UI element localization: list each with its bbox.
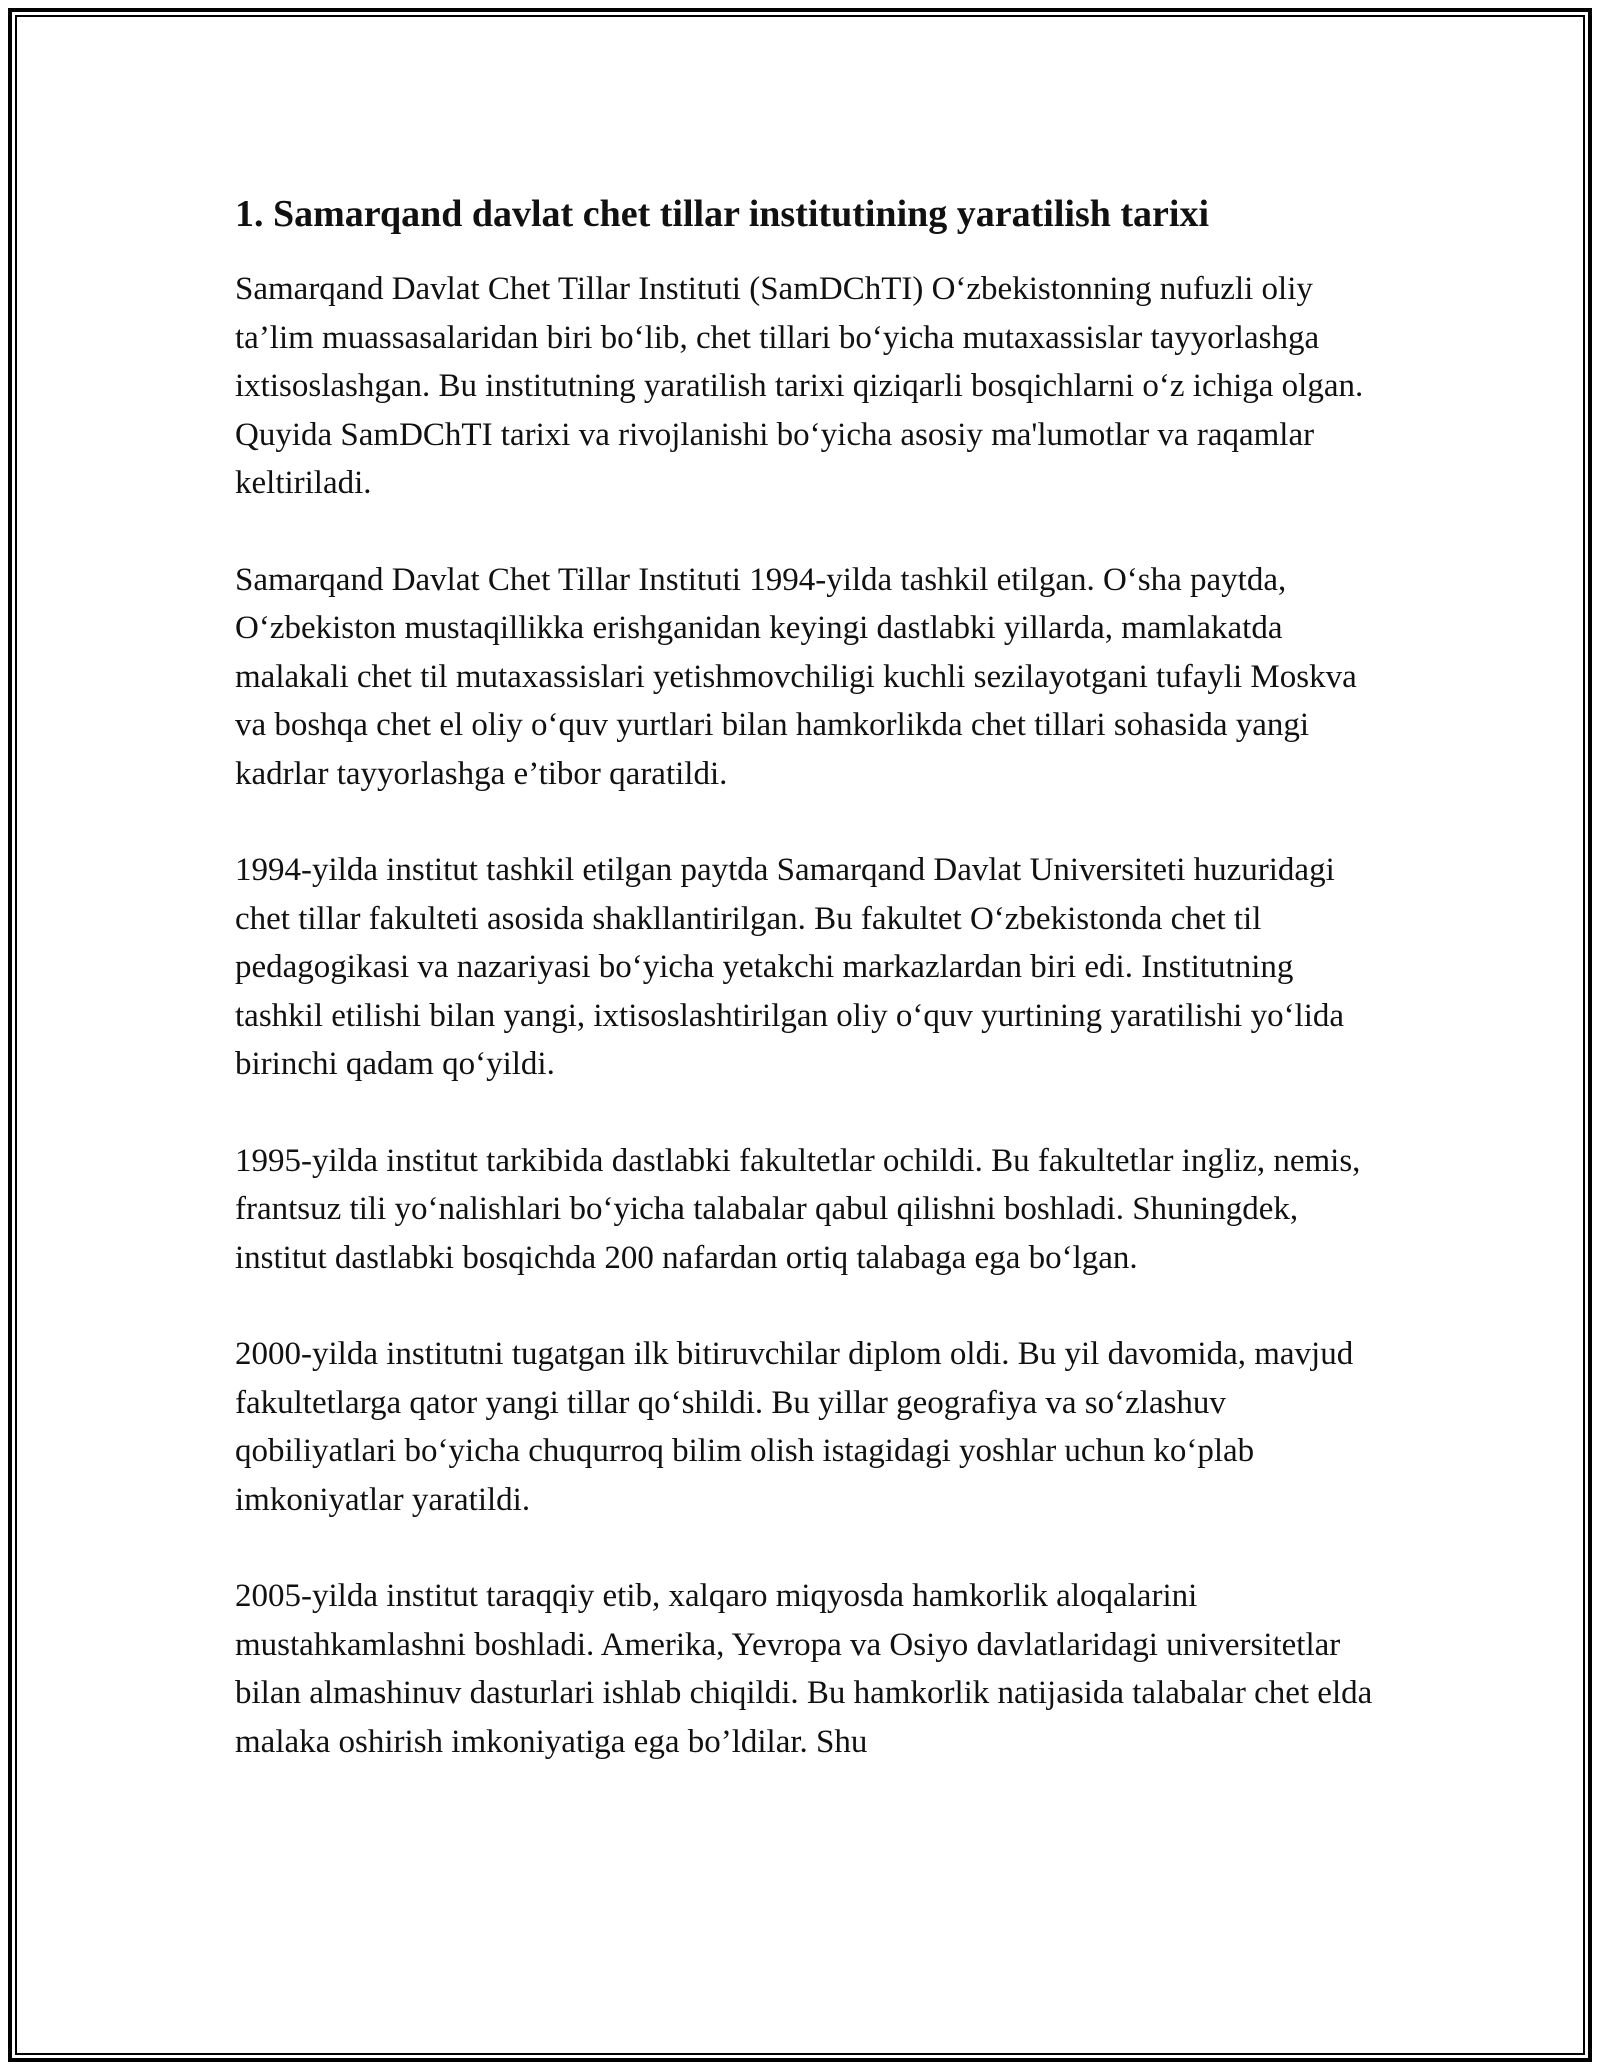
paragraph-2000: 2000-yilda institutni tugatgan ilk bitiruvchilar diplom oldi. Bu yil davomida, mavjud fakultetlarga qator yangi tillar qo‘shildi. Bu yillar geografiya va so‘zlashuv qobiliyatlari bo‘yicha chuqurroq bilim olish istagidagi yoshlar uchun ko‘plab imkoniyatlar yaratildi. xyxy=(235,1336,1354,1518)
section-heading: 1. Samarqand davlat chet tillar institutining yaratilish tarixi xyxy=(235,193,1210,235)
paragraph-2005: 2005-yilda institut taraqqiy etib, xalqaro miqyosda hamkorlik aloqalarini mustahkamlashni boshladi. Amerika, Yevropa va Osiyo davlatlaridagi universitetlar bilan almashinuv dasturlari ishlab chiqildi. Bu hamkorlik natijasida talabalar chet elda malaka oshirish imkoniyatiga ega bo’ldilar. Shu xyxy=(235,1578,1373,1760)
paragraph-faculty-basis: 1994-yilda institut tashkil etilgan paytda Samarqand Davlat Universiteti huzuridagi chet tillar fakulteti asosida shakllantirilgan. Bu fakultet O‘zbekistonda chet til pedagogikasi va nazariyasi bo‘yicha yetakchi markazlardan biri edi. Institutning tashkil etilishi bilan yangi, ixtisoslashtirilgan oliy o‘quv yurtining yaratilishi yo‘lida birinchi qadam qo‘yildi. xyxy=(235,852,1345,1082)
paragraph-intro: Samarqand Davlat Chet Tillar Instituti (SamDChTI) O‘zbekistonning nufuzli oliy ta’lim muassasalaridan biri bo‘lib, chet tillari bo‘yicha mutaxassislar tayyorlashga ixtisoslashgan. Bu institutning yaratilish tarixi qiziqarli bosqichlarni o‘z ichiga olgan. Quyida SamDChTI tarixi va rivojlanishi bo‘yicha asosiy ma'lumotlar va raqamlar keltiriladi. xyxy=(235,271,1364,501)
document-body xyxy=(235,185,1385,1814)
paragraph-founding-1994: Samarqand Davlat Chet Tillar Instituti 1994-yilda tashkil etilgan. O‘sha paytda, O‘zbekiston mustaqillikka erishganidan keyingi dastlabki yillarda, mamlakatda malakali chet til mutaxassislari yetishmovchiligi kuchli sezilayotgani tufayli Moskva va boshqa chet el oliy o‘quv yurtlari bilan hamkorlikda chet tillari sohasida yangi kadrlar tayyorlashga e’tibor qaratildi. xyxy=(235,561,1357,792)
paragraph-1995: 1995-yilda institut tarkibida dastlabki fakultetlar ochildi. Bu fakultetlar ingliz, nemis, frantsuz tili yo‘nalishlari bo‘yicha talabalar qabul qilishni boshladi. Shuningdek, institut dastlabki bosqichda 200 nafardan ortiq talabaga ega bo‘lgan. xyxy=(235,1142,1361,1276)
